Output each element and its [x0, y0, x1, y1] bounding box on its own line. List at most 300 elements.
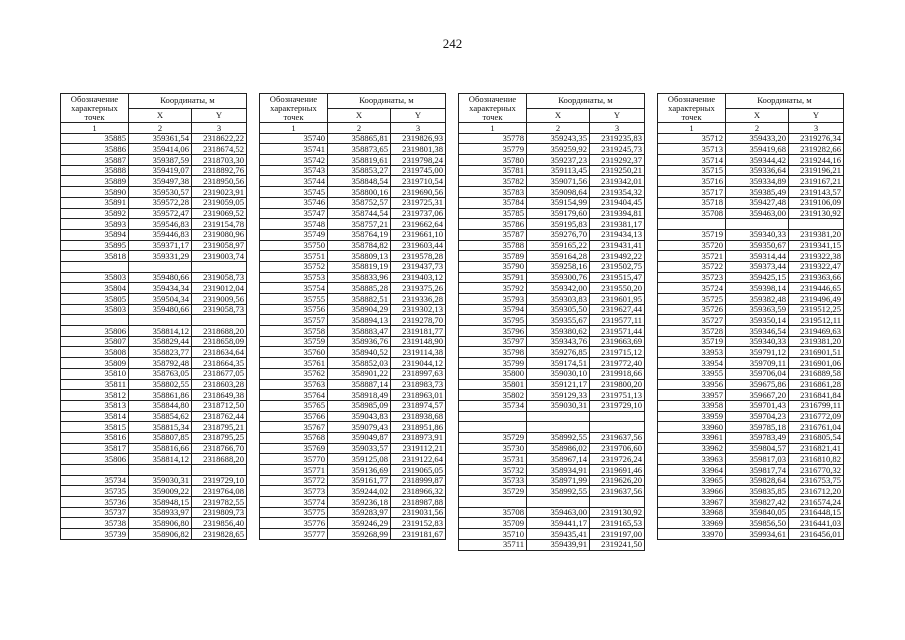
y-coordinate: 2318703,30 — [192, 155, 247, 166]
x-coordinate: 359033,57 — [328, 443, 391, 454]
point-id — [459, 411, 527, 422]
x-coordinate: 359079,43 — [328, 422, 391, 433]
x-coordinate: 359817,03 — [726, 454, 789, 465]
x-coordinate: 358752,57 — [328, 197, 391, 208]
y-coordinate: 2316810,82 — [789, 454, 844, 465]
table-row — [260, 475, 446, 486]
y-coordinate — [590, 411, 645, 422]
y-coordinate: 2318712,50 — [192, 400, 247, 411]
x-coordinate: 359030,31 — [129, 475, 192, 486]
point-id: 35804 — [61, 283, 129, 294]
y-coordinate: 2316441,03 — [789, 518, 844, 529]
x-coordinate: 359030,10 — [527, 368, 590, 379]
y-coordinate: 2319661,10 — [391, 229, 446, 240]
table-row — [61, 454, 247, 465]
y-coordinate: 2319241,50 — [590, 539, 645, 550]
x-coordinate: 359179,60 — [527, 208, 590, 219]
table-row — [658, 400, 844, 411]
x-coordinate: 359433,20 — [726, 133, 789, 144]
x-coordinate: 359701,43 — [726, 400, 789, 411]
coord-table-2 — [259, 93, 446, 540]
y-coordinate: 2319009,56 — [192, 294, 247, 305]
x-coordinate: 358792,48 — [129, 358, 192, 369]
table-row — [459, 539, 645, 550]
y-coordinate: 2319354,32 — [590, 187, 645, 198]
point-id: 35744 — [260, 176, 328, 187]
x-coordinate: 358854,62 — [129, 411, 192, 422]
y-coordinate: 2318762,44 — [192, 411, 247, 422]
table-row — [459, 411, 645, 422]
y-coordinate: 2319196,21 — [789, 165, 844, 176]
y-coordinate: 2318795,25 — [192, 432, 247, 443]
column-number-row — [459, 123, 645, 134]
table-row — [658, 315, 844, 326]
point-id: 35719 — [658, 229, 726, 240]
x-coordinate: 359071,56 — [527, 176, 590, 187]
y-coordinate: 2319244,16 — [789, 155, 844, 166]
x-coordinate: 359009,22 — [129, 486, 192, 497]
point-id: 35719 — [658, 336, 726, 347]
point-id: 35886 — [61, 144, 129, 155]
point-id: 33968 — [658, 507, 726, 518]
x-coordinate: 359425,15 — [726, 272, 789, 283]
point-id: 35781 — [459, 165, 527, 176]
table-row — [459, 390, 645, 401]
column-number: 2 — [527, 123, 590, 134]
point-id: 35729 — [459, 432, 527, 443]
point-id: 33967 — [658, 497, 726, 508]
point-id: 33956 — [658, 379, 726, 390]
x-coordinate: 358906,80 — [129, 518, 192, 529]
x-coordinate: 358853,27 — [328, 165, 391, 176]
x-coordinate: 359414,06 — [129, 144, 192, 155]
table-row — [61, 486, 247, 497]
x-coordinate: 358823,77 — [129, 347, 192, 358]
y-coordinate: 2319058,73 — [192, 272, 247, 283]
table-row — [260, 336, 446, 347]
table-row — [658, 368, 844, 379]
table-row — [61, 144, 247, 155]
x-coordinate: 359371,17 — [129, 240, 192, 251]
point-id: 35726 — [658, 304, 726, 315]
x-coordinate: 358852,03 — [328, 358, 391, 369]
point-id: 35715 — [658, 165, 726, 176]
x-coordinate: 359161,77 — [328, 475, 391, 486]
y-coordinate: 2316889,58 — [789, 368, 844, 379]
x-coordinate: 358885,28 — [328, 283, 391, 294]
y-coordinate — [590, 422, 645, 433]
x-coordinate: 359314,44 — [726, 251, 789, 262]
y-coordinate: 2319918,66 — [590, 368, 645, 379]
table-row — [260, 400, 446, 411]
column-number: 1 — [459, 123, 527, 134]
page-number: 242 — [442, 36, 463, 51]
point-id: 35774 — [260, 497, 328, 508]
x-coordinate: 359441,17 — [527, 518, 590, 529]
table-row — [658, 518, 844, 529]
table-row — [61, 272, 247, 283]
y-coordinate: 2319302,13 — [391, 304, 446, 315]
table-row — [260, 144, 446, 155]
y-coordinate: 2319167,21 — [789, 176, 844, 187]
y-coordinate: 2316712,20 — [789, 486, 844, 497]
point-id: 35710 — [459, 529, 527, 540]
x-coordinate: 359439,91 — [527, 539, 590, 550]
y-coordinate: 2319235,83 — [590, 133, 645, 144]
y-coordinate: 2319764,08 — [192, 486, 247, 497]
y-coordinate: 2319801,38 — [391, 144, 446, 155]
y-coordinate: 2319729,10 — [192, 475, 247, 486]
table-row — [61, 507, 247, 518]
x-coordinate: 359276,85 — [527, 347, 590, 358]
y-coordinate: 2319130,92 — [789, 208, 844, 219]
y-coordinate: 2318973,91 — [391, 432, 446, 443]
x-coordinate: 359463,00 — [726, 208, 789, 219]
point-id: 35759 — [260, 336, 328, 347]
point-id: 35725 — [658, 294, 726, 305]
table-row — [658, 336, 844, 347]
table-row — [459, 347, 645, 358]
x-coordinate: 358744,54 — [328, 208, 391, 219]
y-header: Y — [789, 108, 844, 123]
y-coordinate: 2319706,60 — [590, 443, 645, 454]
y-coordinate: 2319197,00 — [590, 529, 645, 540]
table-row — [260, 422, 446, 433]
x-coordinate: 358934,91 — [527, 465, 590, 476]
y-coordinate: 2319710,54 — [391, 176, 446, 187]
table-row — [658, 358, 844, 369]
x-coordinate: 358757,21 — [328, 219, 391, 230]
x-coordinate: 358894,13 — [328, 315, 391, 326]
point-id: 35729 — [459, 486, 527, 497]
y-coordinate: 2318766,70 — [192, 443, 247, 454]
x-coordinate: 358865,81 — [328, 133, 391, 144]
table-row — [260, 443, 446, 454]
point-id: 35771 — [260, 465, 328, 476]
point-id: 35756 — [260, 304, 328, 315]
x-coordinate: 358807,85 — [129, 432, 192, 443]
point-label-header: Обозначение характерных точек — [459, 94, 527, 123]
point-id: 35718 — [658, 197, 726, 208]
x-coordinate: 359043,83 — [328, 411, 391, 422]
y-coordinate: 2316753,75 — [789, 475, 844, 486]
y-coordinate: 2319809,73 — [192, 507, 247, 518]
point-id: 35777 — [260, 529, 328, 540]
x-coordinate: 358784,82 — [328, 240, 391, 251]
x-coordinate: 359346,54 — [726, 326, 789, 337]
table-row — [658, 144, 844, 155]
table-row — [61, 422, 247, 433]
point-id: 35800 — [459, 368, 527, 379]
point-id: 33954 — [658, 358, 726, 369]
y-coordinate: 2316456,01 — [789, 529, 844, 540]
x-coordinate: 359530,57 — [129, 187, 192, 198]
point-id: 35814 — [61, 411, 129, 422]
y-coordinate: 2319122,64 — [391, 454, 446, 465]
x-coordinate: 359504,34 — [129, 294, 192, 305]
point-id: 35803 — [61, 272, 129, 283]
table-row — [459, 240, 645, 251]
point-id: 35709 — [459, 518, 527, 529]
column-number: 1 — [658, 123, 726, 134]
point-id: 35716 — [658, 176, 726, 187]
point-id: 35788 — [459, 240, 527, 251]
table-row — [459, 443, 645, 454]
y-coordinate: 2318688,20 — [192, 326, 247, 337]
x-coordinate: 359136,69 — [328, 465, 391, 476]
table-row — [61, 133, 247, 144]
coord-table-3 — [458, 93, 645, 551]
x-coordinate: 358882,51 — [328, 294, 391, 305]
table-row — [658, 497, 844, 508]
x-coordinate: 359446,83 — [129, 229, 192, 240]
table-row — [260, 347, 446, 358]
y-coordinate: 2316901,51 — [789, 347, 844, 358]
table-row — [61, 529, 247, 540]
point-label-header: Обозначение характерных точек — [658, 94, 726, 123]
coord-table-4 — [657, 93, 844, 540]
x-coordinate: 359546,83 — [129, 219, 192, 230]
y-coordinate: 2319715,12 — [590, 347, 645, 358]
y-coordinate: 2319112,21 — [391, 443, 446, 454]
table-row — [658, 133, 844, 144]
y-coordinate: 2318938,68 — [391, 411, 446, 422]
table-row — [260, 432, 446, 443]
point-id: 35783 — [459, 187, 527, 198]
x-coordinate: 359344,42 — [726, 155, 789, 166]
x-header: X — [328, 108, 391, 123]
point-id: 35731 — [459, 454, 527, 465]
point-id: 35721 — [658, 251, 726, 262]
table-row — [61, 240, 247, 251]
x-coordinate: 358844,80 — [129, 400, 192, 411]
y-coordinate: 2318688,20 — [192, 454, 247, 465]
x-coordinate: 359435,41 — [527, 529, 590, 540]
x-coordinate: 359331,29 — [129, 251, 192, 262]
x-coordinate: 359934,61 — [726, 529, 789, 540]
table-row — [260, 497, 446, 508]
point-id: 33961 — [658, 432, 726, 443]
y-coordinate: 2319165,53 — [590, 518, 645, 529]
y-coordinate: 2319603,44 — [391, 240, 446, 251]
table-row — [459, 197, 645, 208]
y-coordinate: 2319381,20 — [789, 336, 844, 347]
y-coordinate: 2319578,28 — [391, 251, 446, 262]
point-id: 33957 — [658, 390, 726, 401]
point-id: 33953 — [658, 347, 726, 358]
y-coordinate: 2319726,24 — [590, 454, 645, 465]
point-id: 35816 — [61, 432, 129, 443]
point-id: 35766 — [260, 411, 328, 422]
point-id: 35798 — [459, 347, 527, 358]
point-id: 35754 — [260, 283, 328, 294]
x-coordinate: 358829,44 — [129, 336, 192, 347]
table-row — [459, 475, 645, 486]
point-id: 35888 — [61, 165, 129, 176]
point-id: 35768 — [260, 432, 328, 443]
table-row — [260, 240, 446, 251]
y-coordinate: 2319152,83 — [391, 518, 446, 529]
table-row — [61, 368, 247, 379]
table-row — [61, 155, 247, 166]
table-row — [61, 336, 247, 347]
y-coordinate: 2319114,38 — [391, 347, 446, 358]
y-coordinate: 2319106,09 — [789, 197, 844, 208]
point-id: 35808 — [61, 347, 129, 358]
point-id: 35894 — [61, 229, 129, 240]
y-coordinate: 2318999,87 — [391, 475, 446, 486]
x-coordinate: 359195,83 — [527, 219, 590, 230]
y-coordinate: 2318677,05 — [192, 368, 247, 379]
y-coordinate: 2316841,84 — [789, 390, 844, 401]
y-coordinate: 2319148,90 — [391, 336, 446, 347]
point-id: 35794 — [459, 304, 527, 315]
y-coordinate: 2318603,28 — [192, 379, 247, 390]
table-row — [459, 187, 645, 198]
x-coordinate: 359363,59 — [726, 304, 789, 315]
column-number: 2 — [328, 123, 391, 134]
table-row — [260, 251, 446, 262]
x-coordinate: 359382,48 — [726, 294, 789, 305]
table-row — [459, 294, 645, 305]
point-id: 35885 — [61, 133, 129, 144]
table-row — [459, 432, 645, 443]
table-row — [61, 251, 247, 262]
table-row — [658, 294, 844, 305]
table-row — [658, 176, 844, 187]
x-coordinate: 358873,65 — [328, 144, 391, 155]
point-id: 35803 — [61, 304, 129, 315]
table-row — [658, 187, 844, 198]
x-coordinate: 358800,16 — [328, 187, 391, 198]
point-id: 35730 — [459, 443, 527, 454]
y-coordinate: 2319059,05 — [192, 197, 247, 208]
x-coordinate: 359704,23 — [726, 411, 789, 422]
y-coordinate: 2319130,92 — [590, 507, 645, 518]
y-coordinate: 2319080,96 — [192, 229, 247, 240]
y-coordinate: 2319828,65 — [192, 529, 247, 540]
x-coordinate: 359572,47 — [129, 208, 192, 219]
y-coordinate: 2319637,56 — [590, 432, 645, 443]
y-coordinate: 2318664,35 — [192, 358, 247, 369]
table-row — [658, 422, 844, 433]
y-coordinate: 2319690,56 — [391, 187, 446, 198]
x-coordinate: 359259,92 — [527, 144, 590, 155]
y-coordinate: 2319550,20 — [590, 283, 645, 294]
y-coordinate: 2318658,09 — [192, 336, 247, 347]
point-id: 35739 — [61, 529, 129, 540]
x-coordinate: 358936,76 — [328, 336, 391, 347]
x-coordinate: 359480,66 — [129, 304, 192, 315]
point-id — [658, 219, 726, 230]
table-row — [658, 272, 844, 283]
x-coordinate: 358940,52 — [328, 347, 391, 358]
table-row — [260, 187, 446, 198]
y-coordinate: 2319637,56 — [590, 486, 645, 497]
point-id: 35806 — [61, 454, 129, 465]
x-coordinate: 358802,55 — [129, 379, 192, 390]
table-row — [260, 133, 446, 144]
point-id: 35895 — [61, 240, 129, 251]
y-coordinate: 2319023,91 — [192, 187, 247, 198]
table-row — [260, 390, 446, 401]
y-header: Y — [391, 108, 446, 123]
point-id — [61, 465, 129, 476]
y-coordinate: 2319745,00 — [391, 165, 446, 176]
table-row — [459, 486, 645, 497]
x-coordinate: 358815,34 — [129, 422, 192, 433]
x-coordinate: 359419,07 — [129, 165, 192, 176]
point-id: 35785 — [459, 208, 527, 219]
table-row — [459, 358, 645, 369]
point-id: 35887 — [61, 155, 129, 166]
point-id: 35810 — [61, 368, 129, 379]
table-row — [61, 165, 247, 176]
x-coordinate: 358814,12 — [129, 454, 192, 465]
y-coordinate: 2319512,25 — [789, 304, 844, 315]
point-id: 33969 — [658, 518, 726, 529]
x-coordinate: 359243,35 — [527, 133, 590, 144]
point-id: 35817 — [61, 443, 129, 454]
x-coordinate: 359804,57 — [726, 443, 789, 454]
point-id: 35733 — [459, 475, 527, 486]
y-coordinate: 2319003,74 — [192, 251, 247, 262]
table-row — [260, 272, 446, 283]
point-id: 35723 — [658, 272, 726, 283]
x-coordinate: 359398,14 — [726, 283, 789, 294]
x-coordinate: 359828,64 — [726, 475, 789, 486]
x-coordinate: 358764,19 — [328, 229, 391, 240]
coords-label-header: Координаты, м — [527, 94, 645, 109]
y-header: Y — [590, 108, 645, 123]
coords-label-header: Координаты, м — [726, 94, 844, 109]
x-coordinate: 359840,05 — [726, 507, 789, 518]
x-coordinate: 359419,68 — [726, 144, 789, 155]
y-coordinate: 2319856,40 — [192, 518, 247, 529]
table-header-row — [459, 94, 645, 109]
y-coordinate: 2319282,66 — [789, 144, 844, 155]
point-id — [61, 315, 129, 326]
y-coordinate: 2319250,21 — [590, 165, 645, 176]
x-coordinate: 358985,09 — [328, 400, 391, 411]
point-id: 35711 — [459, 539, 527, 550]
x-coordinate: 359361,54 — [129, 133, 192, 144]
table-row — [459, 518, 645, 529]
table-row — [658, 390, 844, 401]
x-coordinate: 359463,00 — [527, 507, 590, 518]
point-id: 35890 — [61, 187, 129, 198]
table-row — [260, 208, 446, 219]
point-id: 35773 — [260, 486, 328, 497]
table-row — [658, 411, 844, 422]
x-coordinate: 359380,62 — [527, 326, 590, 337]
table-row — [61, 219, 247, 230]
column-number: 1 — [61, 123, 129, 134]
y-coordinate: 2319663,69 — [590, 336, 645, 347]
table-row — [459, 229, 645, 240]
table-row — [260, 358, 446, 369]
y-coordinate: 2319434,13 — [590, 229, 645, 240]
table-row — [459, 422, 645, 433]
x-coordinate: 359174,51 — [527, 358, 590, 369]
y-coordinate: 2319336,28 — [391, 294, 446, 305]
table-row — [459, 165, 645, 176]
point-id: 35714 — [658, 155, 726, 166]
y-coordinate: 2319012,04 — [192, 283, 247, 294]
y-coordinate: 2319154,78 — [192, 219, 247, 230]
point-id: 35722 — [658, 261, 726, 272]
y-coordinate: 2319826,93 — [391, 133, 446, 144]
